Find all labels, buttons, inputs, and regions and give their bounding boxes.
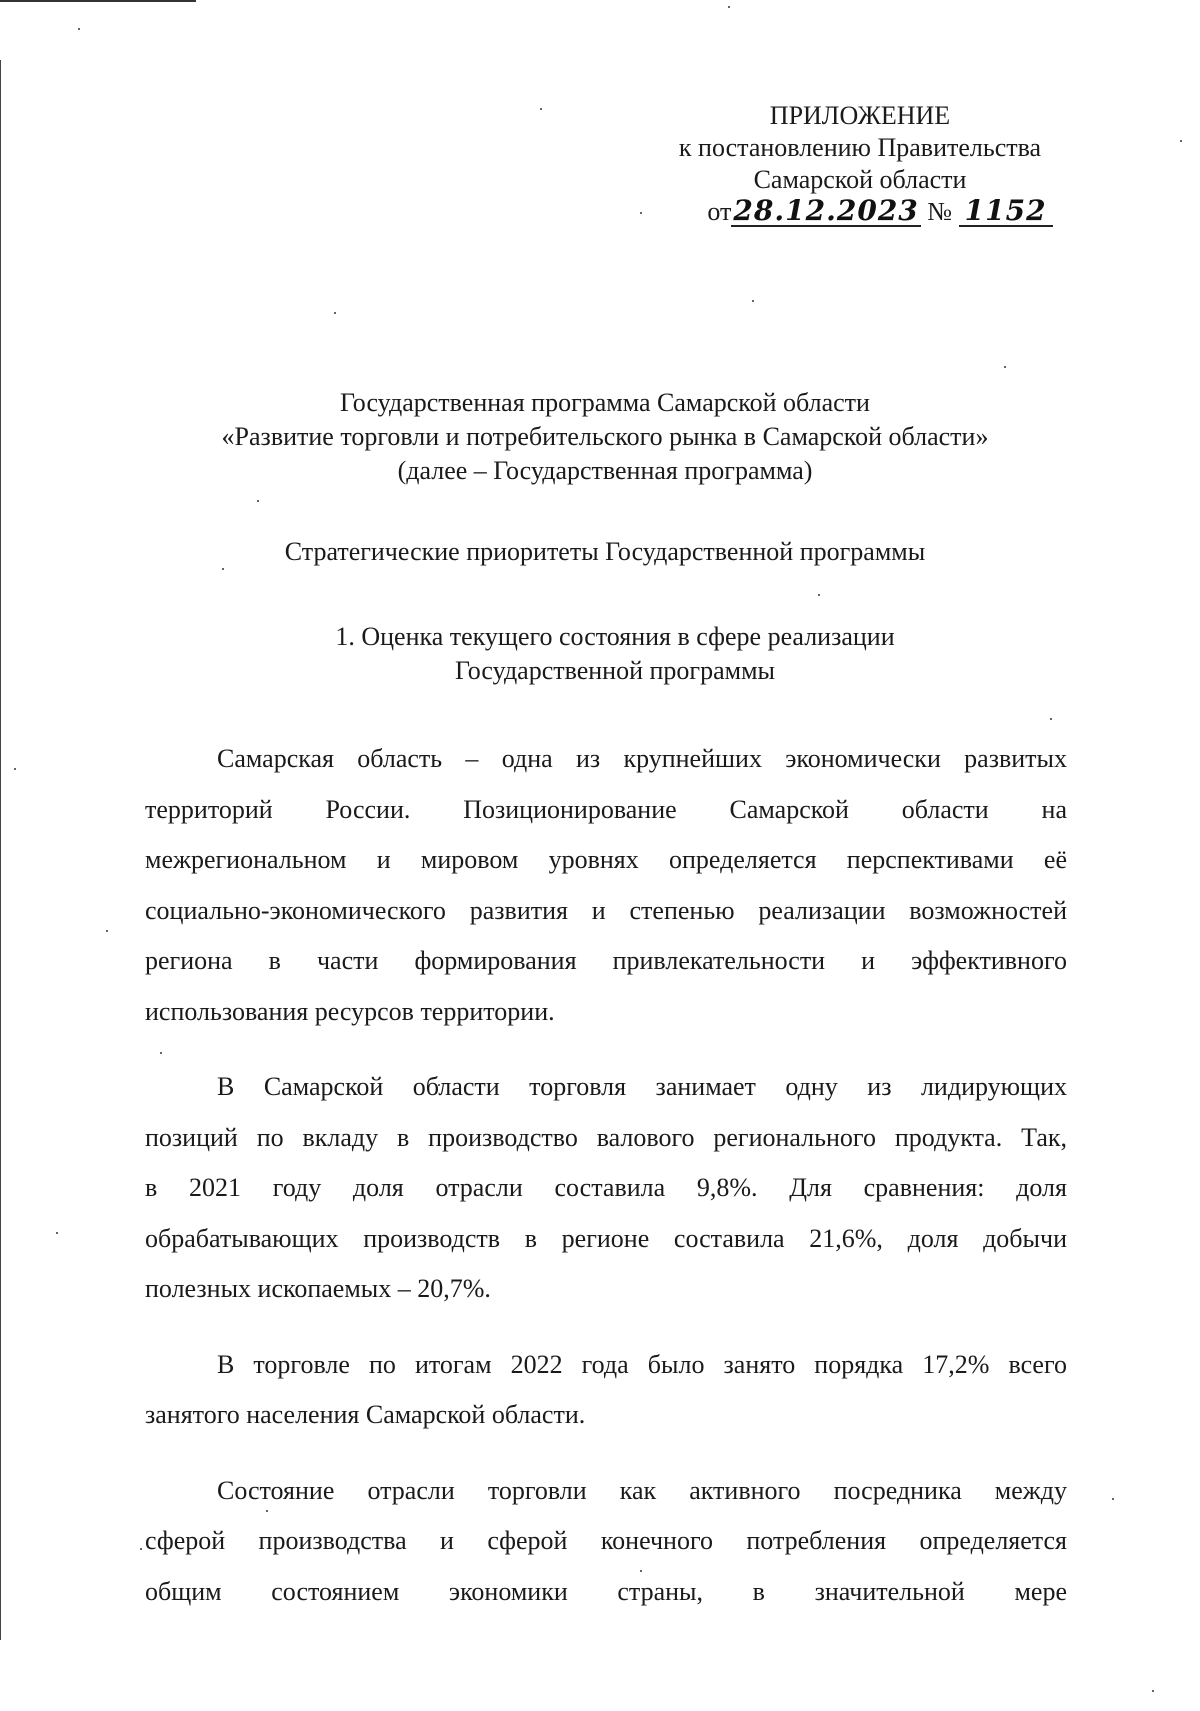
paragraph-gap: [145, 1037, 1067, 1062]
paragraph-line: социально-экономического развития и степенью реализации возможностей: [145, 895, 1067, 925]
paragraph-line: территорий России. Позиционирование Самарской области на: [145, 794, 1067, 824]
paragraph-line: в 2021 году доля отрасли составила 9,8%. Для сравнения: доля: [145, 1173, 1067, 1202]
paragraph-line: занятого населения Самарской области.: [145, 1400, 586, 1429]
appendix-resolution-line: к постановлению Правительства: [678, 133, 1042, 162]
subsection-heading-line: Государственной программы: [454, 656, 776, 685]
scan-speck: [56, 1232, 58, 1234]
handwritten-number: 1152: [959, 197, 1053, 227]
number-prefix: №: [927, 197, 953, 226]
paragraph-line: межрегиональном и мировом уровнях определяется перспективами её: [145, 845, 1067, 874]
paragraph-gap: [145, 1315, 1067, 1340]
appendix-header: [640, 100, 1080, 228]
scan-speck: [1180, 140, 1182, 142]
paragraph-line: Самарская область – одна из крупнейших экономически развитых: [217, 744, 1067, 773]
scan-speck: [1004, 366, 1006, 368]
program-title-line: «Развитие торговли и потребительского рынка в Самарской области»: [221, 422, 989, 451]
scan-speck: [78, 28, 80, 30]
subsection-heading-line: 1. Оценка текущего состояния в сфере реализации: [335, 622, 895, 651]
subsection-heading: [150, 620, 1080, 688]
program-title-line: Государственная программа Самарской области: [340, 388, 870, 417]
scan-speck: [728, 6, 730, 8]
paragraph-line: региона в части формирования привлекательности и эффективного: [145, 946, 1067, 975]
scan-speck: [106, 930, 108, 932]
paragraph-line: В Самарской области торговля занимает одну из лидирующих: [217, 1072, 1067, 1101]
appendix-region-line: Самарской области: [753, 165, 967, 194]
scan-speck: [752, 300, 754, 302]
section-title: [140, 535, 1070, 569]
paragraph-gap: [145, 1441, 1067, 1466]
scan-speck: [1050, 718, 1052, 720]
scan-speck: [14, 768, 16, 770]
date-number-group: [707, 196, 1052, 228]
body-text: [145, 734, 1067, 1617]
paragraph-line: В торговле по итогам 2022 года было занято порядка 17,2% всего: [217, 1349, 1067, 1379]
section-title-text: Стратегические приоритеты Государственной программы: [284, 537, 926, 566]
program-title: [140, 386, 1070, 488]
paragraph-line: позиций по вкладу в производство валового регионального продукта. Так,: [145, 1122, 1067, 1152]
date-prefix: от: [707, 197, 732, 226]
appendix-title: ПРИЛОЖЕНИЕ: [769, 101, 951, 130]
scan-speck: [334, 312, 336, 314]
paragraph-line: обрабатывающих производств в регионе составила 21,6%, доля добычи: [145, 1223, 1067, 1253]
paragraph-line: полезных ископаемых – 20,7%.: [145, 1274, 491, 1303]
scan-speck: [818, 594, 820, 596]
scan-speck: [257, 500, 259, 502]
paragraph-line: использования ресурсов территории.: [145, 996, 555, 1026]
appendix-date-line: [640, 196, 1080, 228]
paragraph-line: общим состоянием экономики страны, в значительной мере: [145, 1576, 1067, 1606]
scan-edge-top: [0, 0, 196, 2]
scan-speck: [1112, 1498, 1114, 1500]
scan-speck: [540, 108, 542, 110]
program-title-line: (далее – Государственная программа): [397, 456, 813, 485]
scan-edge-left: [0, 60, 1, 1640]
scan-speck: [1152, 1690, 1154, 1692]
handwritten-date: 28.12.2023: [733, 194, 919, 227]
paragraph-line: сферой производства и сферой конечного потребления определяется: [145, 1526, 1067, 1555]
paragraph-line: Состояние отрасли торговли как активного посредника между: [217, 1475, 1067, 1505]
scan-speck: [140, 1548, 142, 1550]
